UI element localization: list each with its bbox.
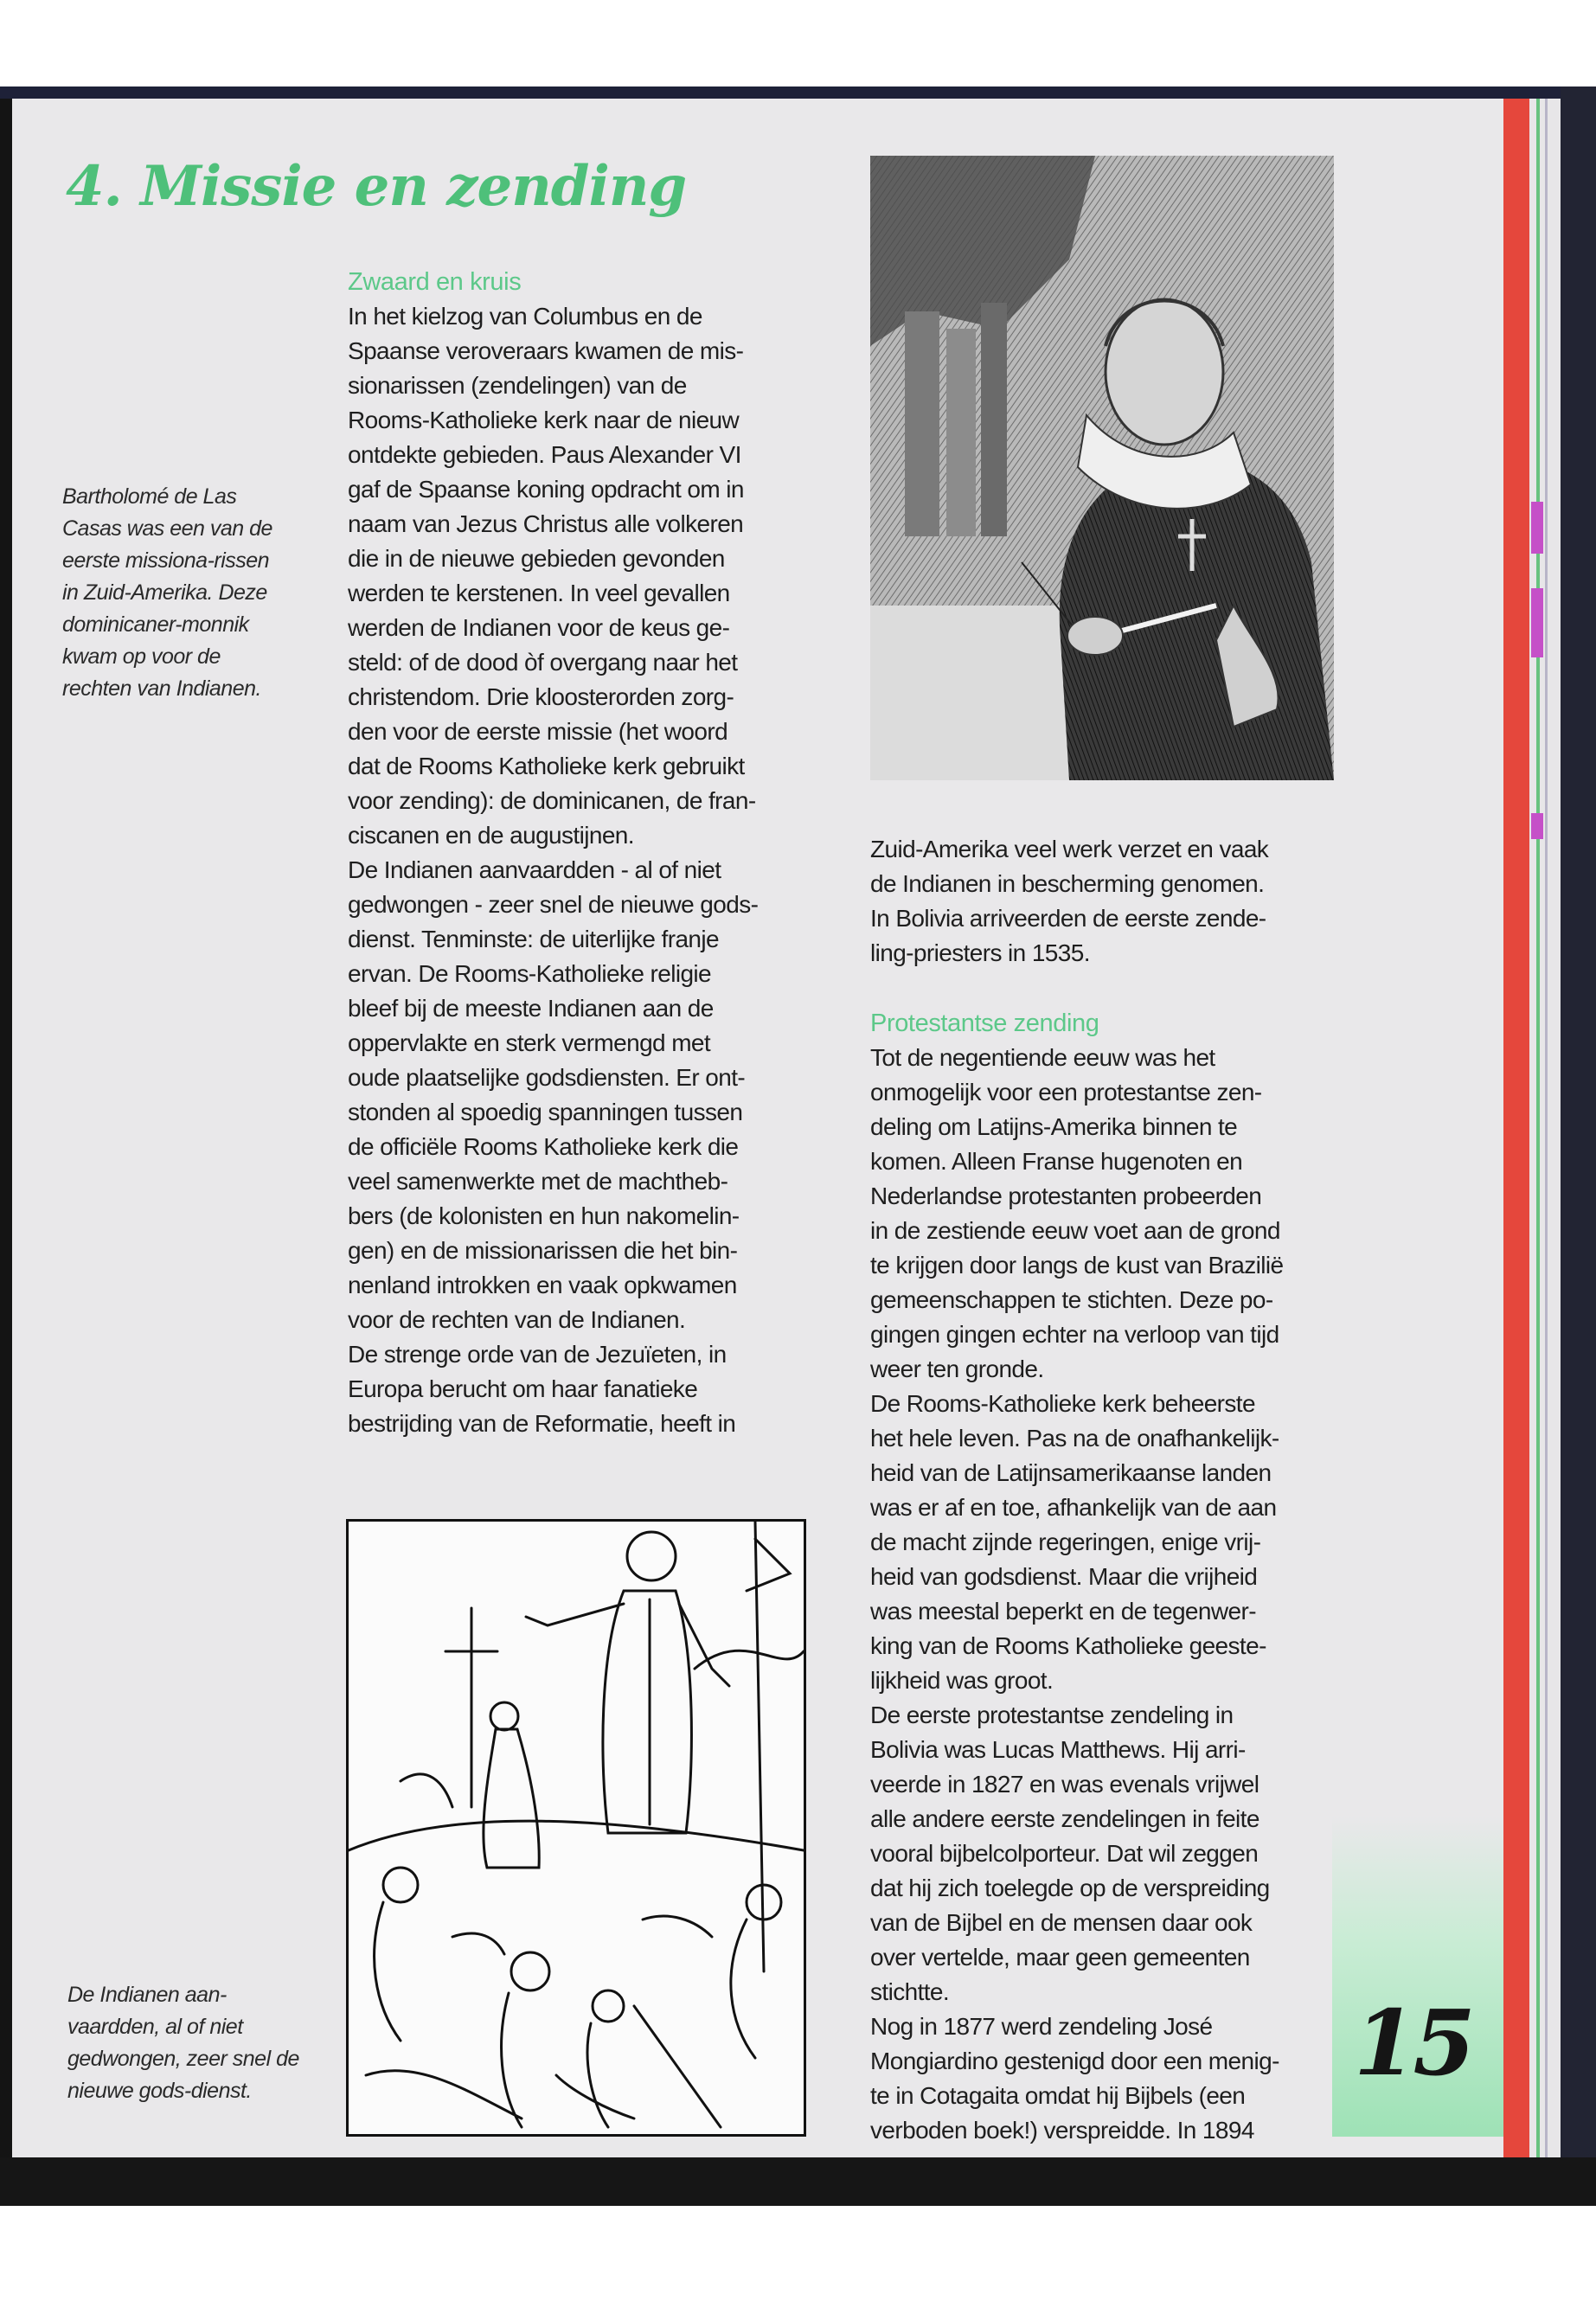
portrait-engraving xyxy=(870,156,1334,780)
section-heading-zwaard-en-kruis: Zwaard en kruis xyxy=(348,268,522,296)
page-edge-green-line xyxy=(1536,99,1540,2157)
page-number: 15 xyxy=(1354,1990,1472,2096)
book-cover-bottom-edge xyxy=(0,2157,1596,2206)
missionary-drawing xyxy=(346,1519,806,2137)
missionary-line-drawing xyxy=(349,1522,804,2134)
body-text-zwaard-en-kruis: In het kielzog van Columbus en de Spaanse veroveraars kwamen de mis- sionarissen (zendelingen) van de Rooms-Katholieke kerk naar de nieuw ontdekte gebieden. Paus Alexander VI gaf de Spaanse koning opdracht om in naam van Jezus Christus alle volkeren die in de nieuwe gebieden gevonden werden te kerstenen. In veel gevallen werden de Indianen voor de keus ge- steld: of de dood òf overgang naar het christendom. Drie kloosterorden zorg- den voor de eerste missie (het woord dat de Rooms Katholieke kerk gebruikt voor zending): de dominicanen, de fran- ciscanen en de augustijnen. De Indianen aanvaardden - al of niet gedwongen - zeer snel de nieuwe gods- dienst. Tenminste: de uiterlijke franje ervan. De Rooms-Katholieke religie bleef bij de meeste Indianen aan de oppervlakte en sterk vermengd met oude plaatselijke godsdiensten. Er ont- stonden al spoedig spanningen tussen de officiële Rooms Katholieke kerk die veel samenwerkte met de machtheb- bers (de kolonisten en hun nakomelin- gen) en de missionarissen die het bin- nenland introkken en vaak opkwamen voor de rechten van de Indianen. De strenge orde van de Jezuïeten, in Europa berucht om haar fanatieke bestrijding van de Reformatie, heeft in xyxy=(348,303,759,1437)
book-cover-right-edge xyxy=(1561,87,1596,2206)
portrait-illustration xyxy=(870,156,1334,780)
section-heading-protestantse-zending: Protestantse zending xyxy=(870,1009,1099,1037)
tab-mark-purple xyxy=(1531,813,1543,839)
book-cover-top-edge xyxy=(0,87,1596,99)
page-edge-stack xyxy=(1529,99,1561,2157)
body-text-continuation: Zuid-Amerika veel werk verzet en vaak de Indianen in bescherming genomen. In Bolivia arriveerden de eerste zende- ling-priesters in 1535. xyxy=(870,836,1269,966)
tab-mark-purple xyxy=(1531,502,1543,554)
tab-mark-purple xyxy=(1531,588,1543,657)
page-edge-grey-line xyxy=(1545,99,1548,2157)
page-edge-red-strip xyxy=(1503,99,1529,2157)
scan-top-margin xyxy=(0,0,1596,87)
page-title: 4. Missie en zending xyxy=(66,154,687,219)
portrait-caption: Bartholomé de Las Casas was een van de eerste missiona-rissen in Zuid-Amerika. Deze dominicaner-monnik kwam op voor de rechten van Indianen. xyxy=(62,484,272,701)
body-text-protestantse-zending: Tot de negentiende eeuw was het onmogelijk voor een protestantse zen- deling om Latijns-Amerika binnen te komen. Alleen Franse hugenoten en Nederlandse protestanten probeerden in de zestiende eeuw voet aan de grond te krijgen door langs de kust van Brazilië gemeenschappen te stichten. Deze po- gingen gingen echter na verloop van tijd weer ten gronde. De Rooms-Katholieke kerk beheerste het hele leven. Pas na de onafhankelijk- heid van de Latijnsamerikaanse landen was er af en toe, afhankelijk van de aan de macht zijnde regeringen, enige vrij- heid van godsdienst. Maar die vrijheid was meestal beperkt en de tegenwer- king van de Rooms Katholieke geeste- lijkheid was groot. De eerste protestantse zendeling in Bolivia was Lucas Matthews. Hij arri- veerde in 1827 en was evenals vrijwel alle andere eerste zendelingen in feite vooral bijbelcolporteur. Dat wil zeggen dat hij zich toelegde op de verspreiding van de Bijbel en de mensen daar ook over vertelde, maar geen gemeenten stichtte. Nog in 1877 werd zendeling José Mongiardino gestenigd door een menig- te in Cotagaita omdat hij Bijbels (een verboden boek!) verspreidde. In 1894 xyxy=(870,1044,1284,2144)
scan-bottom-margin xyxy=(0,2206,1596,2301)
drawing-caption: De Indianen aan-vaardden, al of niet gedwongen, zeer snel de nieuwe gods-dienst. xyxy=(67,1983,299,2103)
